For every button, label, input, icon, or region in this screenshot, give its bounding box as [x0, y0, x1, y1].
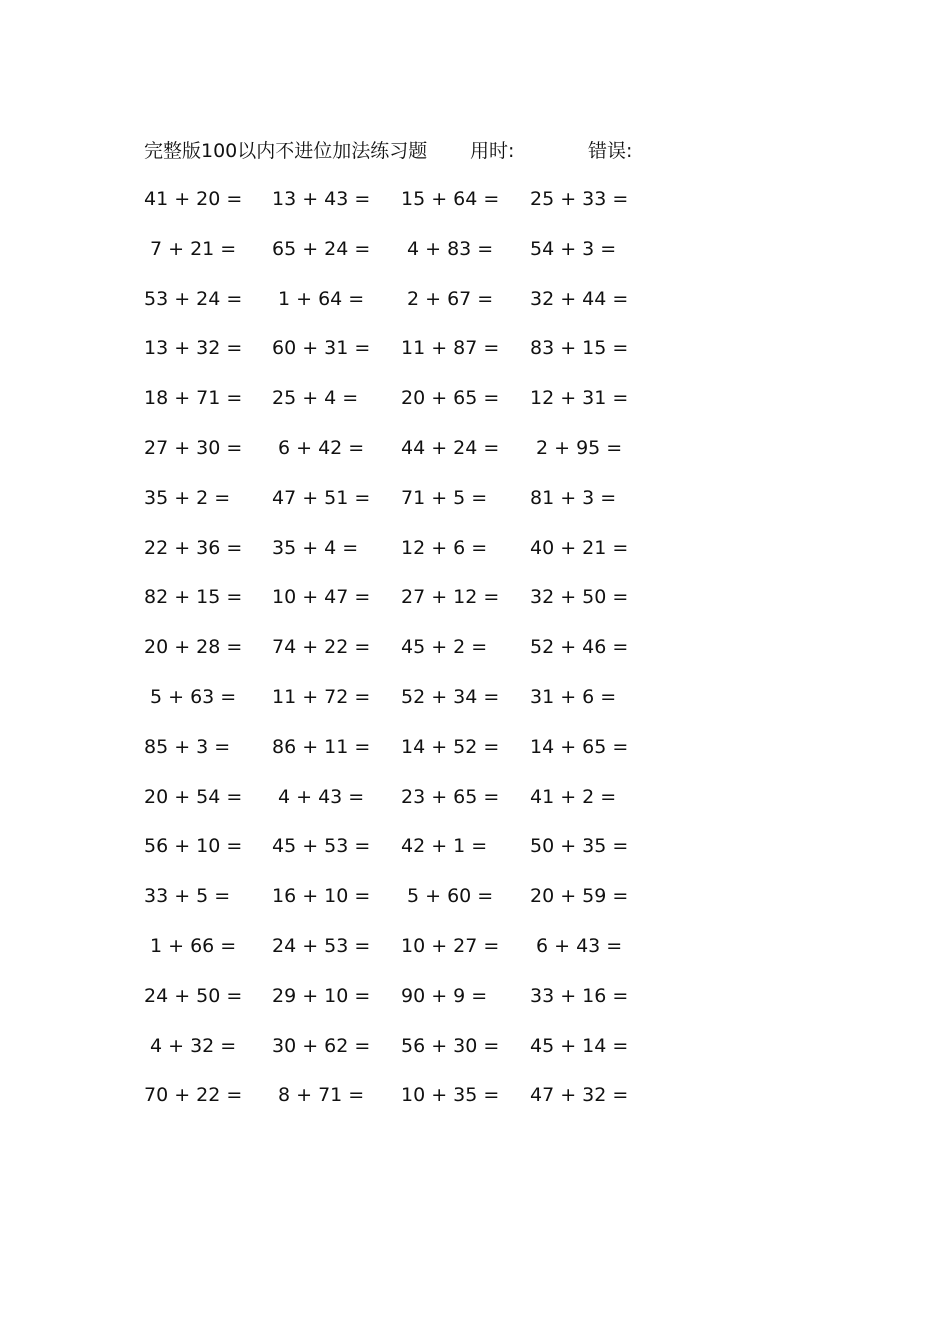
addition-problem: 8 + 71 = — [278, 1084, 365, 1107]
addition-problem: 20 + 54 = — [144, 785, 243, 808]
problem-grid — [144, 184, 644, 1144]
addition-problem: 6 + 43 = — [536, 934, 623, 957]
addition-problem: 70 + 22 = — [144, 1084, 243, 1107]
addition-problem: 24 + 50 = — [144, 984, 243, 1007]
addition-problem: 15 + 64 = — [401, 188, 500, 210]
addition-problem: 54 + 3 = — [530, 237, 617, 260]
addition-problem: 23 + 65 = — [401, 785, 500, 808]
addition-problem: 45 + 53 = — [272, 835, 371, 858]
problem-row — [144, 333, 644, 383]
addition-problem: 2 + 67 = — [407, 287, 494, 310]
addition-problem: 33 + 16 = — [530, 984, 629, 1007]
addition-problem: 65 + 24 = — [272, 237, 371, 260]
addition-problem: 20 + 59 = — [530, 885, 629, 908]
addition-problem: 85 + 3 = — [144, 735, 231, 758]
problem-row — [144, 433, 644, 483]
problem-row — [144, 831, 644, 881]
addition-problem: 32 + 50 = — [530, 586, 629, 609]
addition-problem: 6 + 42 = — [278, 436, 365, 459]
addition-problem: 27 + 12 = — [401, 586, 500, 609]
addition-problem: 25 + 4 = — [272, 387, 359, 410]
addition-problem: 35 + 4 = — [272, 536, 359, 559]
problem-row — [144, 1031, 644, 1081]
addition-problem: 56 + 30 = — [401, 1034, 500, 1057]
problem-row — [144, 732, 644, 782]
worksheet-header — [144, 138, 664, 164]
addition-problem: 11 + 72 = — [272, 685, 371, 708]
addition-problem: 30 + 62 = — [272, 1034, 371, 1057]
problem-row — [144, 931, 644, 981]
problem-row — [144, 682, 644, 732]
addition-problem: 82 + 15 = — [144, 586, 243, 609]
addition-problem: 13 + 32 = — [144, 337, 243, 360]
time-used-label: 用时: — [470, 140, 515, 162]
addition-problem: 20 + 28 = — [144, 636, 243, 659]
addition-problem: 83 + 15 = — [530, 337, 629, 360]
addition-problem: 41 + 2 = — [530, 785, 617, 808]
addition-problem: 44 + 24 = — [401, 436, 500, 459]
problem-row — [144, 582, 644, 632]
problem-row — [144, 981, 644, 1031]
addition-problem: 1 + 64 = — [278, 287, 365, 310]
addition-problem: 71 + 5 = — [401, 486, 488, 509]
addition-problem: 5 + 60 = — [407, 885, 494, 908]
addition-problem: 32 + 44 = — [530, 287, 629, 310]
addition-problem: 5 + 63 = — [150, 685, 237, 708]
addition-problem: 4 + 43 = — [278, 785, 365, 808]
addition-problem: 14 + 65 = — [530, 735, 629, 758]
addition-problem: 10 + 47 = — [272, 586, 371, 609]
addition-problem: 81 + 3 = — [530, 486, 617, 509]
addition-problem: 7 + 21 = — [150, 237, 237, 260]
addition-problem: 10 + 27 = — [401, 934, 500, 957]
problem-row — [144, 533, 644, 583]
addition-problem: 24 + 53 = — [272, 934, 371, 957]
addition-problem: 12 + 31 = — [530, 387, 629, 410]
problem-row — [144, 234, 644, 284]
addition-problem: 1 + 66 = — [150, 934, 237, 957]
problem-row — [144, 184, 644, 234]
problem-row — [144, 483, 644, 533]
addition-problem: 33 + 5 = — [144, 885, 231, 908]
addition-problem: 13 + 43 = — [272, 188, 371, 210]
addition-problem: 22 + 36 = — [144, 536, 243, 559]
problem-row — [144, 881, 644, 931]
addition-problem: 42 + 1 = — [401, 835, 488, 858]
addition-problem: 18 + 71 = — [144, 387, 243, 410]
addition-problem: 35 + 2 = — [144, 486, 231, 509]
addition-problem: 86 + 11 = — [272, 735, 371, 758]
problem-row — [144, 632, 644, 682]
addition-problem: 52 + 46 = — [530, 636, 629, 659]
addition-problem: 16 + 10 = — [272, 885, 371, 908]
worksheet-title: 完整版100以内不进位加法练习题 — [144, 140, 428, 162]
addition-problem: 12 + 6 = — [401, 536, 488, 559]
addition-problem: 10 + 35 = — [401, 1084, 500, 1107]
addition-problem: 50 + 35 = — [530, 835, 629, 858]
addition-problem: 20 + 65 = — [401, 387, 500, 410]
addition-problem: 11 + 87 = — [401, 337, 500, 360]
errors-label: 错误: — [588, 140, 633, 162]
addition-problem: 4 + 32 = — [150, 1034, 237, 1057]
addition-problem: 14 + 52 = — [401, 735, 500, 758]
addition-problem: 4 + 83 = — [407, 237, 494, 260]
addition-problem: 45 + 14 = — [530, 1034, 629, 1057]
addition-problem: 25 + 33 = — [530, 188, 629, 210]
problem-row — [144, 284, 644, 334]
addition-problem: 45 + 2 = — [401, 636, 488, 659]
addition-problem: 40 + 21 = — [530, 536, 629, 559]
addition-problem: 74 + 22 = — [272, 636, 371, 659]
addition-problem: 31 + 6 = — [530, 685, 617, 708]
addition-problem: 52 + 34 = — [401, 685, 500, 708]
addition-problem: 90 + 9 = — [401, 984, 488, 1007]
addition-problem: 47 + 51 = — [272, 486, 371, 509]
addition-problem: 2 + 95 = — [536, 436, 623, 459]
addition-problem: 60 + 31 = — [272, 337, 371, 360]
addition-problem: 27 + 30 = — [144, 436, 243, 459]
problem-row — [144, 1080, 644, 1130]
addition-problem: 56 + 10 = — [144, 835, 243, 858]
addition-problem: 53 + 24 = — [144, 287, 243, 310]
addition-problem: 47 + 32 = — [530, 1084, 629, 1107]
problem-row — [144, 782, 644, 832]
addition-problem: 29 + 10 = — [272, 984, 371, 1007]
addition-problem: 41 + 20 = — [144, 188, 243, 210]
problem-row — [144, 383, 644, 433]
